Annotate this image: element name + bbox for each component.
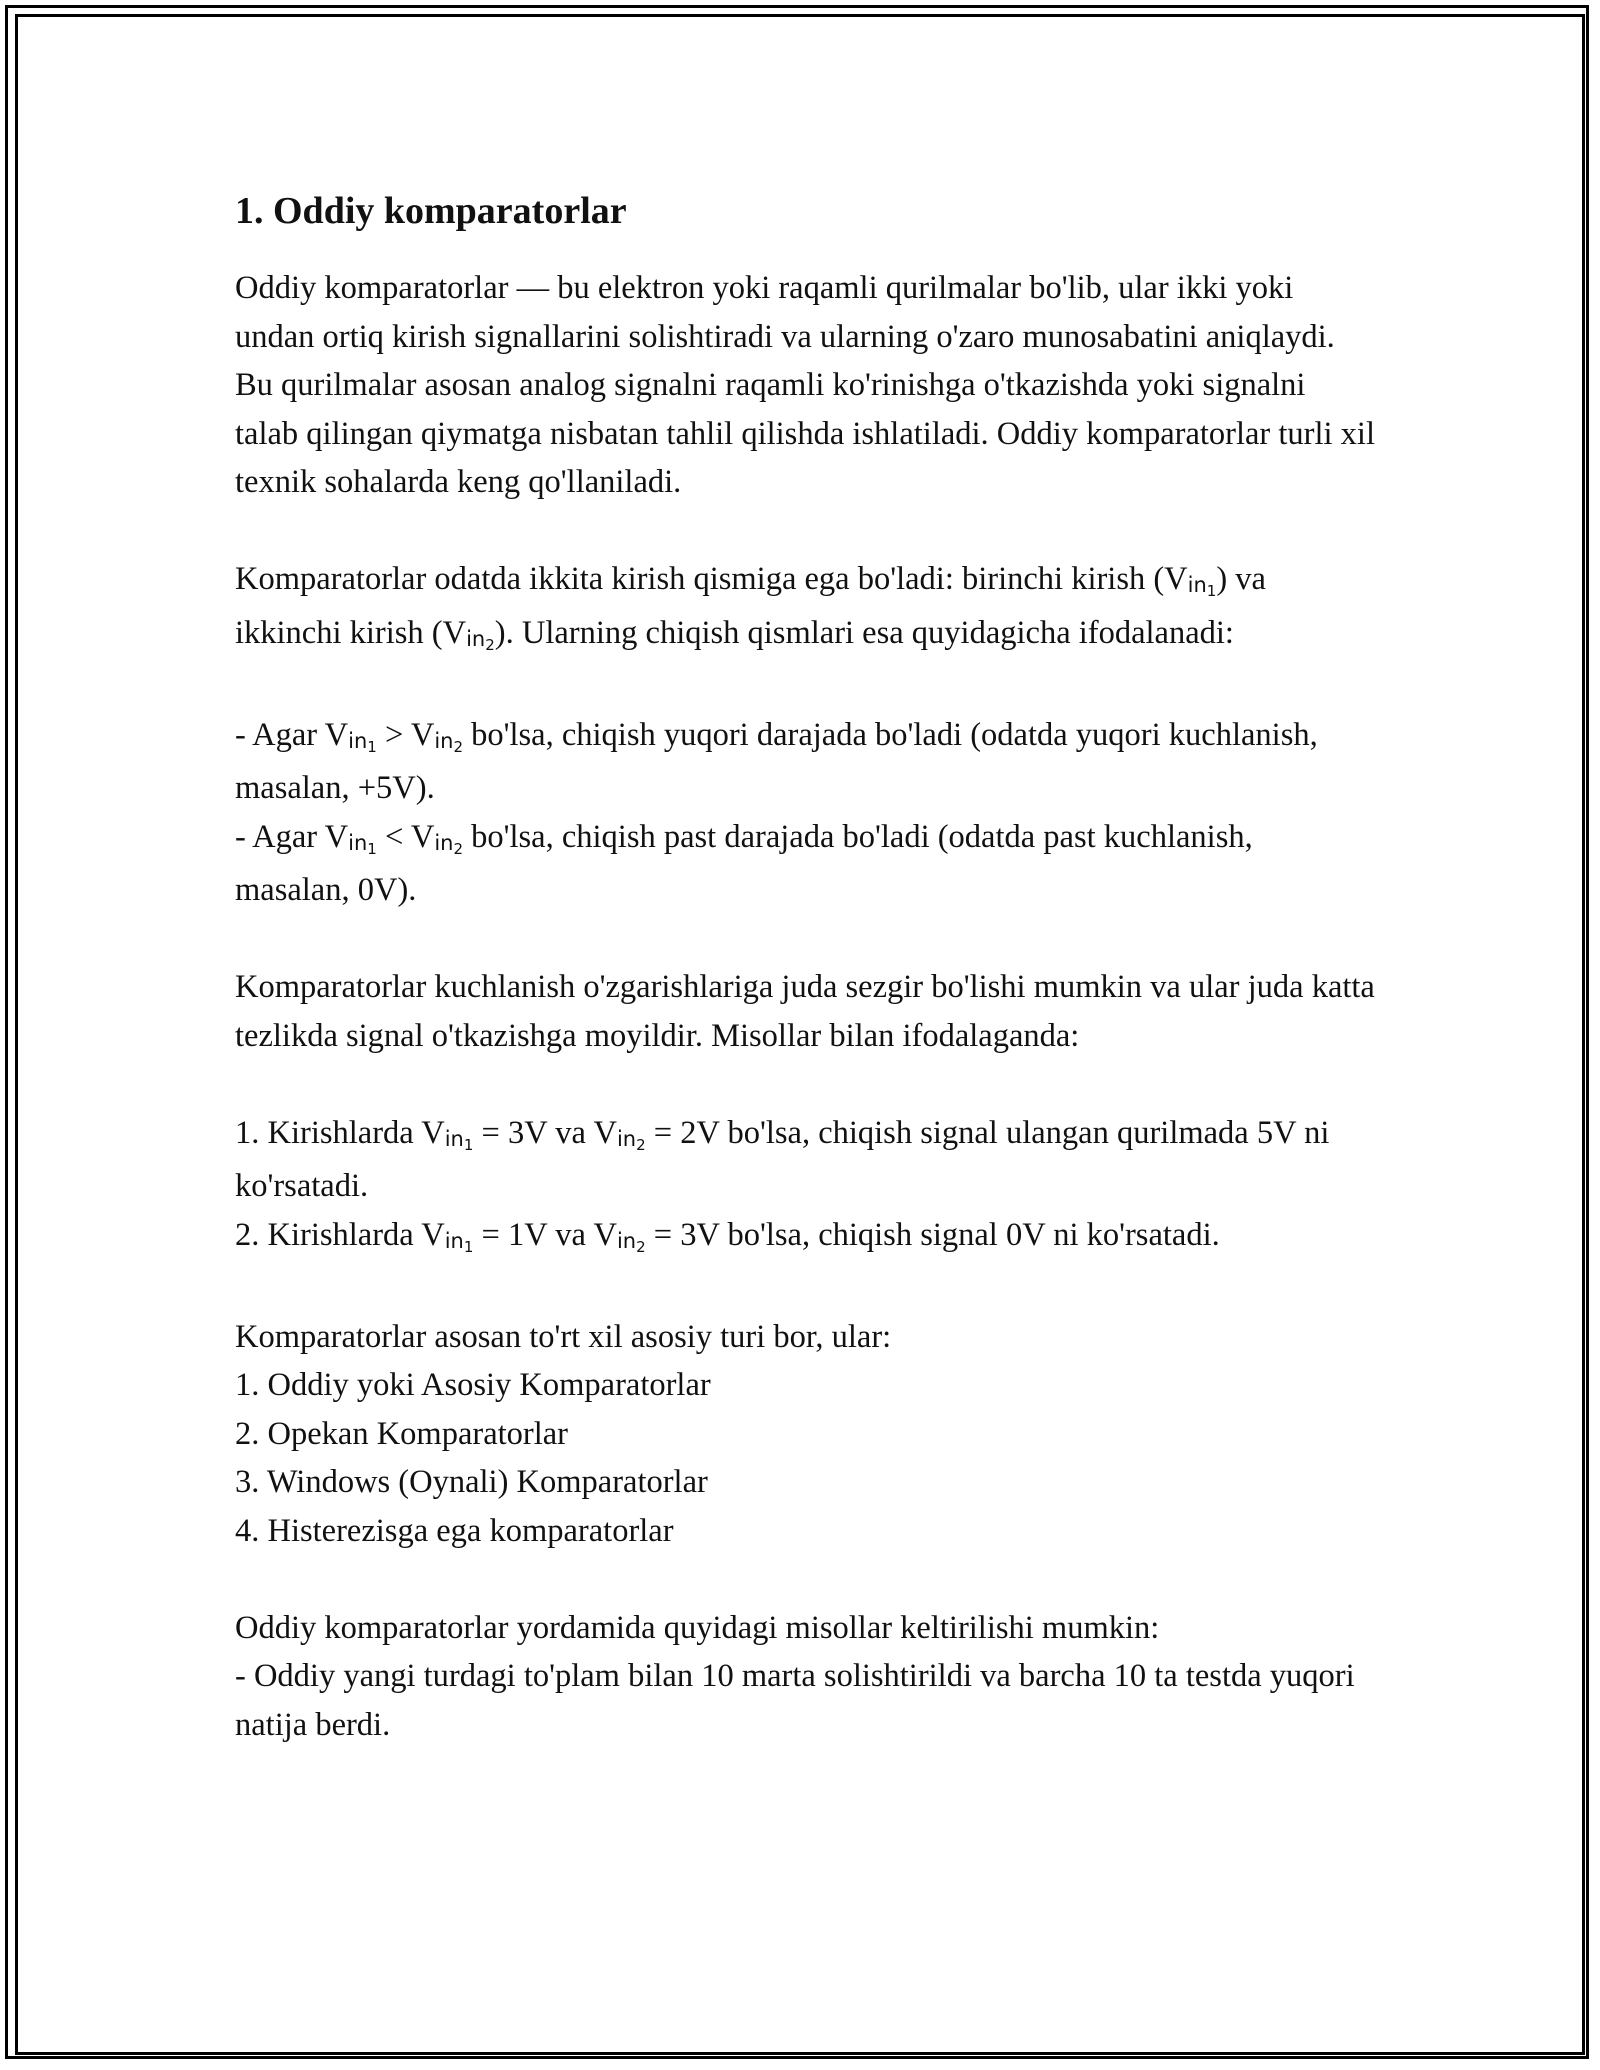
list-item: 4. Histerezisga ega komparatorlar [235, 1512, 674, 1549]
rule-high: - Agar Vin$_1$ > Vin$_2$ bo'lsa, chiqish yuqori darajada bo'ladi (odatda yuqori kuchlanish, masalan, +5V). [235, 716, 1318, 806]
example-2: 2. Kirishlarda Vin$_1$ = 1V va Vin$_2$ = 3V bo'lsa, chiqish signal 0V ni ko'rsatadi. [235, 1216, 1220, 1256]
paragraph-intro: Oddiy komparatorlar — bu elektron yoki raqamli qurilmalar bo'lib, ular ikki yoki undan ortiq kirish signallarini solishtiradi va ularning o'zaro munosabatini aniqlaydi. Bu qurilmalar asosan analog signalni raqamli ko'rinishga o'tkazishda yoki signalni talab qilingan qiymatga nisbatan tahlil qilishda ishlatiladi. Oddiy komparatorlar turli xil texnik sohalarda keng qo'llaniladi. [235, 270, 1375, 500]
types-intro: Komparatorlar asosan to'rt xil asosiy turi bor, ular: [235, 1318, 892, 1355]
list-item: 2. Opekan Komparatorlar [235, 1415, 568, 1452]
paragraph-sensitivity: Komparatorlar kuchlanish o'zgarishlariga juda sezgir bo'lishi mumkin va ular juda katta tezlikda signal o'tkazishga moyildir. Misollar bilan ifodalaganda: [235, 969, 1375, 1054]
example-1: 1. Kirishlarda Vin$_1$ = 3V va Vin$_2$ = 2V bo'lsa, chiqish signal ulangan qurilmada 5V ni ko'rsatadi. [235, 1114, 1330, 1204]
subscript-in2: $in_2$ [466, 626, 495, 654]
paragraph-types [235, 1313, 1375, 1556]
usage-item: - Oddiy yangi turdagi to'plam bilan 10 marta solishtirildi va barcha 10 ta testda yuqori natija berdi. [235, 1658, 1355, 1743]
list-item: 3. Windows (Oynali) Komparatorlar [235, 1464, 708, 1500]
usage-intro: Oddiy komparatorlar yordamida quyidagi misollar keltirilishi mumkin: [235, 1609, 1160, 1646]
rule-low: - Agar Vin$_1$ < Vin$_2$ bo'lsa, chiqish past darajada bo'ladi (odatda past kuchlanish, masalan, 0V). [235, 818, 1253, 908]
document-body [235, 186, 1375, 1798]
section-heading: 1. Oddiy komparatorlar [235, 190, 627, 232]
paragraph-rules [235, 711, 1375, 915]
subscript-in1: $in_1$ [1187, 573, 1217, 600]
paragraph-usage [235, 1604, 1375, 1750]
list-item: 1. Oddiy yoki Asosiy Komparatorlar [235, 1367, 711, 1403]
paragraph-inputs: Komparatorlar odatda ikkita kirish qismiga ega bo'ladi: birinchi kirish (Vin$_1$) va ikkinchi kirish (Vin$_2$). Ularning chiqish qismlari esa quyidagicha ifodalanadi: [235, 561, 1266, 654]
paragraph-examples [235, 1109, 1375, 1265]
